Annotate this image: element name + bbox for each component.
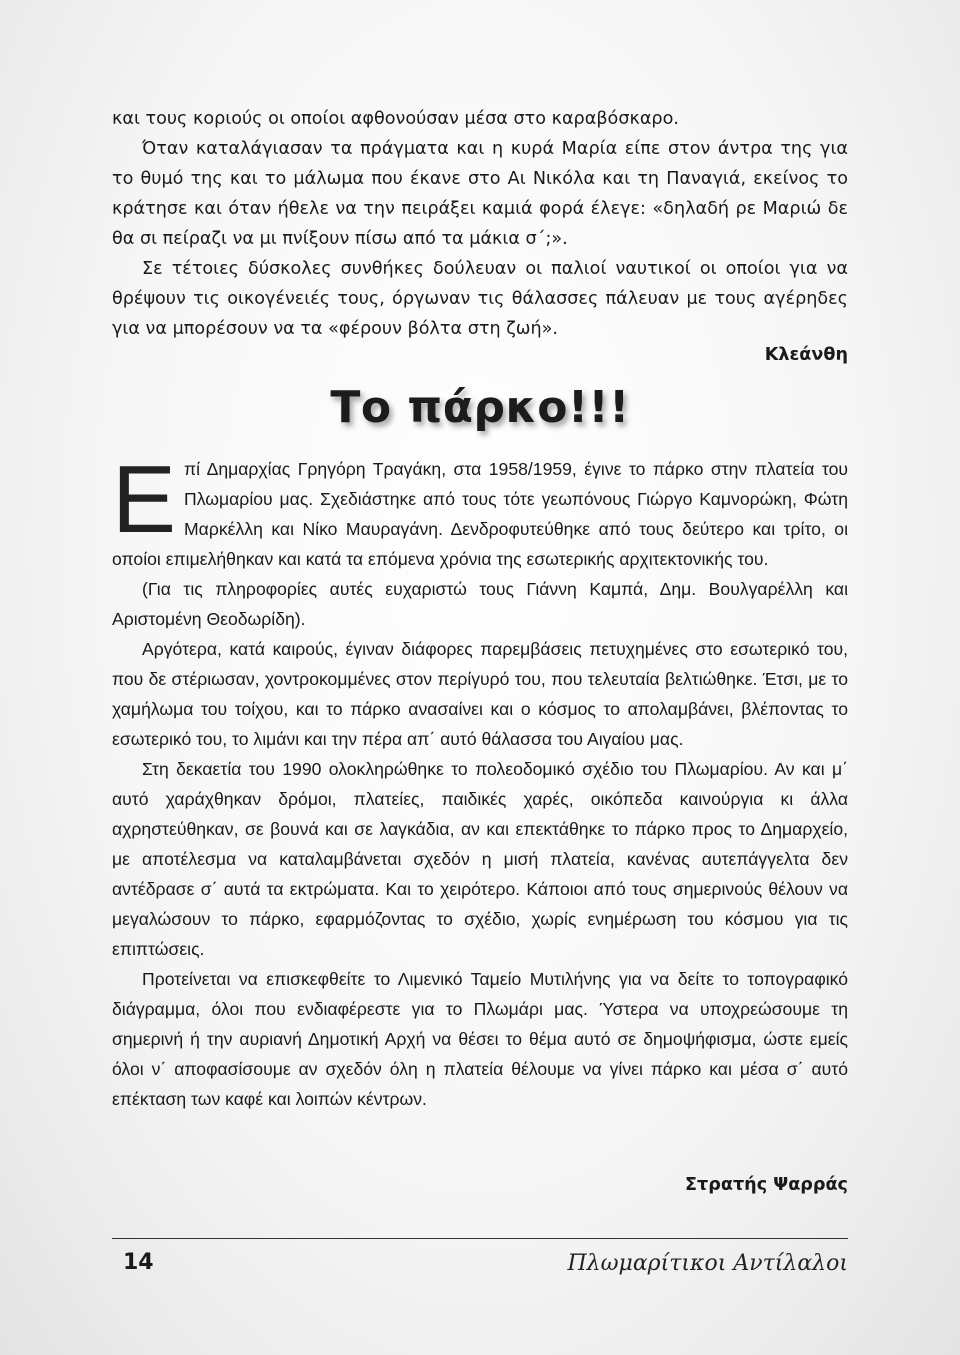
author-signature: Στρατής Ψαρράς [685,1175,848,1195]
author-signature: Κλεάνθη [764,345,848,365]
paragraph: και τους κοριούς οι οποίοι αφθονούσαν μέσα στο καραβόσκαρο. [112,109,679,129]
footer-divider [112,1238,848,1239]
paragraph: Στη δεκαετία του 1990 ολοκληρώθηκε το πολεοδομικό σχέδιο του Πλωμαρίου. Αν και μ΄ αυτό χαράχθηκαν δρόμοι, πλατείες, παιδικές χαρές, οικόπεδα καινούργια κι άλλα αχρηστεύθηκαν, σε βουνά και σε λαγκάδια, αν και επεκτάθηκε το πάρκο προς το Δημαρχείο, με αποτέλεσμα να καταλαμβάνεται σχεδόν η μισή πλατεία, κανένας αυτεπάγγελτα δεν αντέδρασε σ΄ αυτά τα εκτρώματα. Και το χειρότερο. Κάποιοι από τους σημερινούς θέλουν να μεγαλώσουν το πάρκο, εφαρμόζοντας το σχέδιο, χωρίς ενημέρωση του κόσμου για τις επιπτώσεις. [112,759,848,959]
publication-title: Πλωμαρίτικοι Αντίλαλοι [567,1251,848,1276]
paragraph: πί Δημαρχίας Γρηγόρη Τραγάκη, στα 1958/1959, έγινε το πάρκο στην πλατεία του Πλωμαρίου μας. Σχεδιάστηκε από τους τότε γεωπόνους Γιώργο Καμνορώκη, Φώτη Μαρκέλλη και Νίκο Μαυραγάνη. Δενδροφυτεύθηκε από τους δεύτερο και τρίτο, οι οποίοι επιμελήθηκαν και κατά τα επόμενα χρόνια της εσωτερικής αρχιτεκτονικής του. [112,459,848,569]
paragraph: (Για τις πληροφορίες αυτές ευχαριστώ τους Γιάννη Καμπά, Δημ. Βουλγαρέλλη και Αριστομένη Θεοδωρίδη). [112,579,848,629]
page-number: 14 [123,1250,154,1275]
paragraph: Προτείνεται να επισκεφθείτε το Λιμενικό Ταμείο Μυτιλήνης για να δείτε το τοπογραφικό διάγραμμα, όλοι που ενδιαφέρεστε για το Πλωμάρι μας. Ύστερα να υποχρεώσουμε τη σημερινή ή την αυριανή Δημοτική Αρχή να θέσει το θέμα αυτό σε δημοψήφισμα, ώστε εμείς όλοι ν΄ αποφασίσουμε αν σχεδόν όλη η πλατεία θέλουμε να γίνει πάρκο και μέσα σ΄ αυτό επέκταση των καφέ και λοιπών κέντρων. [112,969,848,1109]
paragraph: Όταν καταλάγιασαν τα πράγματα και η κυρά Μαρία είπε στον άντρα της για το θυμό της και το μάλωμα που έκανε στο Αι Νικόλα και τη Παναγιά, εκείνος το κράτησε και όταν ήθελε να την πειράξει καμιά φορά έλεγε: «δηλαδή ρε Μαριώ δε θα σι πείραζι να μι πνίξουν πίσω από τα μάκια σ΄;». [112,139,848,249]
article-title: Το πάρκο!!! [330,382,630,433]
story-text [112,104,848,344]
paragraph: Αργότερα, κατά καιρούς, έγιναν διάφορες παρεμβάσεις πετυχημένες στο εσωτερικό του, που δε στέριωσαν, χοντροκομμένες στον περίγυρό του, που τελευταία βελτιώθηκε. Έτσι, με το χαμήλωμα του τοίχου, και το πάρκο ανασαίνει και ο κόσμος το απολαμβάνει, βλέποντας το εσωτερικό του, το λιμάνι και την πέρα απ΄ αυτό θάλασσα του Αιγαίου μας. [112,639,848,749]
paragraph: Σε τέτοιες δύσκολες συνθήκες δούλευαν οι παλιοί ναυτικοί οι οποίοι για να θρέψουν τις οικογένειές τους, όργωναν τις θάλασσες πάλευαν με τους αγέρηδες για να μπορέσουν να τα «φέρουν βόλτα στη ζωή». [112,259,848,339]
article-text [112,446,848,1114]
drop-cap: Ε [112,446,177,553]
